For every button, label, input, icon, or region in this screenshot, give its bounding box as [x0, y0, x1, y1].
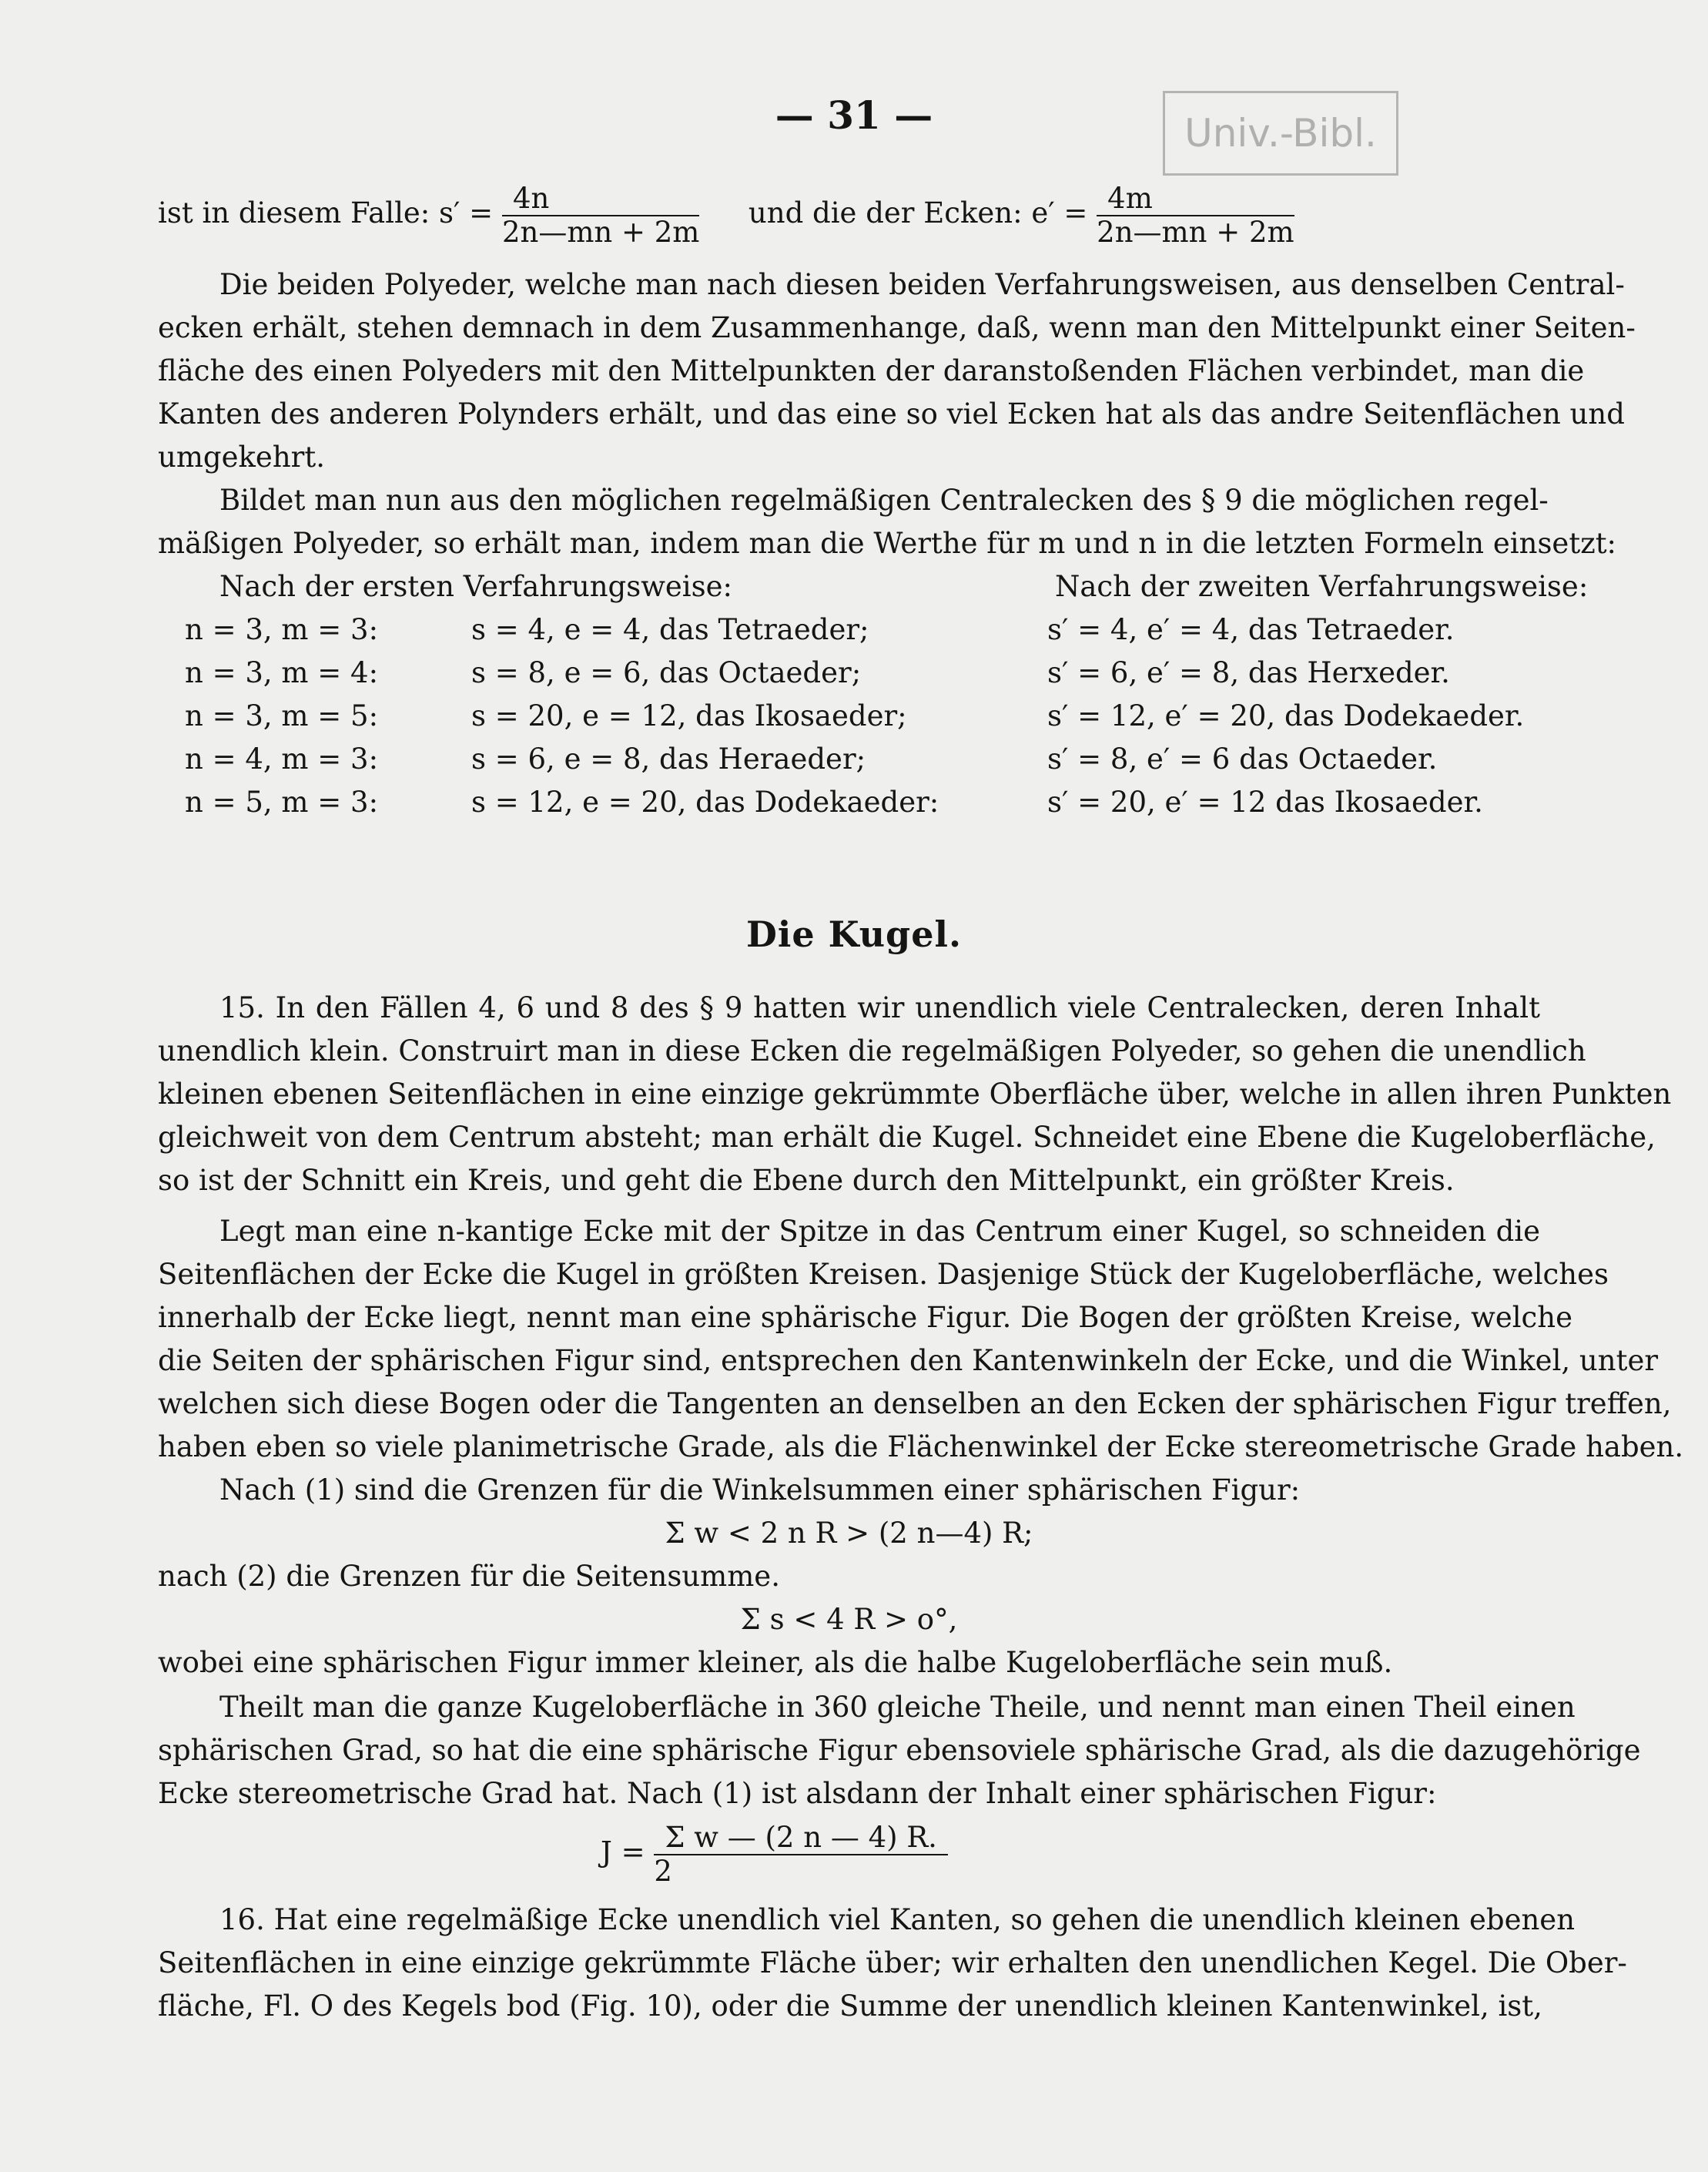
table-cell-nm: n = 3, m = 5: — [185, 699, 379, 732]
paragraph-3-line: kleinen ebenen Seitenflächen in eine einzige gekrümmte Oberfläche über, welche in allen ihren Punkten — [158, 1078, 1672, 1111]
paragraph-1-line: Kanten des anderen Polynders erhält, und das eine so viel Ecken hat als das andre Seitenflächen und — [158, 397, 1625, 431]
table-cell-se: s = 8, e = 6, das Octaeder; — [471, 656, 862, 689]
paragraph-5-intro: Nach (1) sind die Grenzen für die Winkelsummen einer sphärischen Figur: — [219, 1473, 1301, 1507]
table-cell-nm: n = 3, m = 3: — [185, 613, 379, 646]
page-number: — 31 — — [775, 92, 933, 138]
table-cell-se: s = 4, e = 4, das Tetraeder; — [471, 613, 869, 646]
fraction-s — [502, 183, 699, 249]
table-cell-nm: n = 5, m = 3: — [185, 786, 379, 819]
section-heading: Die Kugel. — [746, 913, 962, 955]
fraction-e-numerator: 4m — [1097, 183, 1294, 216]
paragraph-1-line: ecken erhält, stehen demnach in dem Zusammenhange, daß, wenn man den Mittelpunkt einer Seiten- — [158, 311, 1636, 344]
table-row — [0, 740, 1708, 779]
paragraph-3-line: 15. In den Fällen 4, 6 und 8 des § 9 hatten wir unendlich viele Centralecken, deren Inhalt — [219, 991, 1540, 1024]
formula-angle-sum: Σ w < 2 n R > (2 n—4) R; — [665, 1517, 1033, 1550]
library-stamp: Univ.-Bibl. — [1163, 91, 1398, 176]
table-cell-se: s = 20, e = 12, das Ikosaeder; — [471, 699, 907, 732]
paragraph-5-end: wobei eine sphärischen Figur immer kleiner, als die halbe Kugeloberfläche sein muß. — [158, 1646, 1393, 1679]
paragraph-5-mid: nach (2) die Grenzen für die Seitensumme. — [158, 1560, 780, 1593]
paragraph-6-line: Ecke stereometrische Grad hat. Nach (1) ist alsdann der Inhalt einer sphärischen Figur: — [158, 1777, 1437, 1810]
fraction-s-numerator: 4n — [502, 183, 699, 216]
table-cell-right: s′ = 6, e′ = 8, das Herxeder. — [1047, 656, 1450, 689]
table-cell-nm: n = 3, m = 4: — [185, 656, 379, 689]
table-row — [0, 611, 1708, 649]
table-cell-right: s′ = 8, e′ = 6 das Octaeder. — [1047, 742, 1438, 776]
paragraph-3-line: unendlich klein. Construirt man in diese Ecken die regelmäßigen Polyeder, so gehen die unendlich — [158, 1034, 1586, 1068]
paragraph-4-line: Legt man eine n-kantige Ecke mit der Spitze in das Centrum einer Kugel, so schneiden die — [219, 1215, 1540, 1248]
table-header-left: Nach der ersten Verfahrungsweise: — [219, 570, 732, 603]
table-cell-right: s′ = 12, e′ = 20, das Dodekaeder. — [1047, 699, 1525, 732]
paragraph-3-line: so ist der Schnitt ein Kreis, und geht die Ebene durch den Mittelpunkt, ein größter Kreis. — [158, 1164, 1455, 1197]
paragraph-1-line: Die beiden Polyeder, welche man nach diesen beiden Verfahrungsweisen, aus denselben Central- — [219, 268, 1625, 301]
fraction-e-denominator: 2n—mn + 2m — [1097, 215, 1294, 249]
table-row — [0, 783, 1708, 822]
table-row — [0, 697, 1708, 736]
paragraph-1-line: fläche des einen Polyeders mit den Mittelpunkten der daranstoßenden Flächen verbindet, man die — [158, 354, 1585, 387]
formula-content-lhs: J = — [601, 1835, 645, 1869]
paragraph-2-line: Bildet man nun aus den möglichen regelmäßigen Centralecken des § 9 die möglichen regel- — [219, 484, 1549, 517]
fraction-s-denominator: 2n—mn + 2m — [501, 215, 700, 249]
table-cell-se: s = 6, e = 8, das Heraeder; — [471, 742, 866, 776]
fraction-e — [1097, 183, 1294, 249]
paragraph-6-line: Theilt man die ganze Kugeloberfläche in 360 gleiche Theile, und nennt man einen Theil einen — [219, 1691, 1576, 1724]
table-cell-se: s = 12, e = 20, das Dodekaeder: — [471, 786, 939, 819]
fraction-content-denominator: 2 — [654, 1854, 672, 1888]
paragraph-2-line: mäßigen Polyeder, so erhält man, indem man die Werthe für m und n in die letzten Formeln einsetzt: — [158, 527, 1617, 560]
paragraph-6-line: sphärischen Grad, so hat die eine sphärische Figur ebensoviele sphärische Grad, als die dazugehörige — [158, 1734, 1641, 1767]
fraction-content-numerator: Σ w — (2 n — 4) R. — [654, 1822, 948, 1855]
paragraph-7-line: Seitenflächen in eine einzige gekrümmte Fläche über; wir erhalten den unendlichen Kegel. Die Ober- — [158, 1946, 1627, 1979]
formula-prefix: ist in diesem Falle: s′ = — [158, 196, 494, 230]
paragraph-7-line: fläche, Fl. O des Kegels bod (Fig. 10), oder die Summe der unendlich kleinen Kantenwinkel, ist, — [158, 1989, 1542, 2023]
formula-side-sum: Σ s < 4 R > o°, — [740, 1603, 958, 1636]
paragraph-7-line: 16. Hat eine regelmäßige Ecke unendlich viel Kanten, so gehen die unendlich kleinen ebenen — [219, 1903, 1576, 1936]
table-row — [0, 654, 1708, 692]
formula-line — [158, 179, 1540, 249]
formula-middle: und die der Ecken: e′ = — [748, 196, 1088, 230]
table-cell-right: s′ = 20, e′ = 12 das Ikosaeder. — [1047, 786, 1483, 819]
paragraph-4-line: die Seiten der sphärischen Figur sind, entsprechen den Kantenwinkeln der Ecke, und die Winkel, unter — [158, 1344, 1659, 1377]
table-header-right: Nach der zweiten Verfahrungsweise: — [1055, 570, 1589, 603]
paragraph-4-line: welchen sich diese Bogen oder die Tangenten an denselben an den Ecken der sphärischen Figur treffen, — [158, 1387, 1672, 1420]
paragraph-4-line: innerhalb der Ecke liegt, nennt man eine sphärische Figur. Die Bogen der größten Kreise, welche — [158, 1301, 1572, 1334]
table-cell-nm: n = 4, m = 3: — [185, 742, 379, 776]
formula-content — [601, 1818, 1217, 1888]
fraction-content — [654, 1822, 948, 1888]
paragraph-4-line: haben eben so viele planimetrische Grade, als die Flächenwinkel der Ecke stereometrische Grade haben. — [158, 1430, 1684, 1463]
paragraph-3-line: gleichweit von dem Centrum absteht; man erhält die Kugel. Schneidet eine Ebene die Kugeloberfläche, — [158, 1121, 1656, 1154]
table-cell-right: s′ = 4, e′ = 4, das Tetraeder. — [1047, 613, 1455, 646]
paragraph-4-line: Seitenflächen der Ecke die Kugel in größten Kreisen. Dasjenige Stück der Kugeloberfläche, welches — [158, 1258, 1609, 1291]
paragraph-1-line: umgekehrt. — [158, 441, 325, 474]
